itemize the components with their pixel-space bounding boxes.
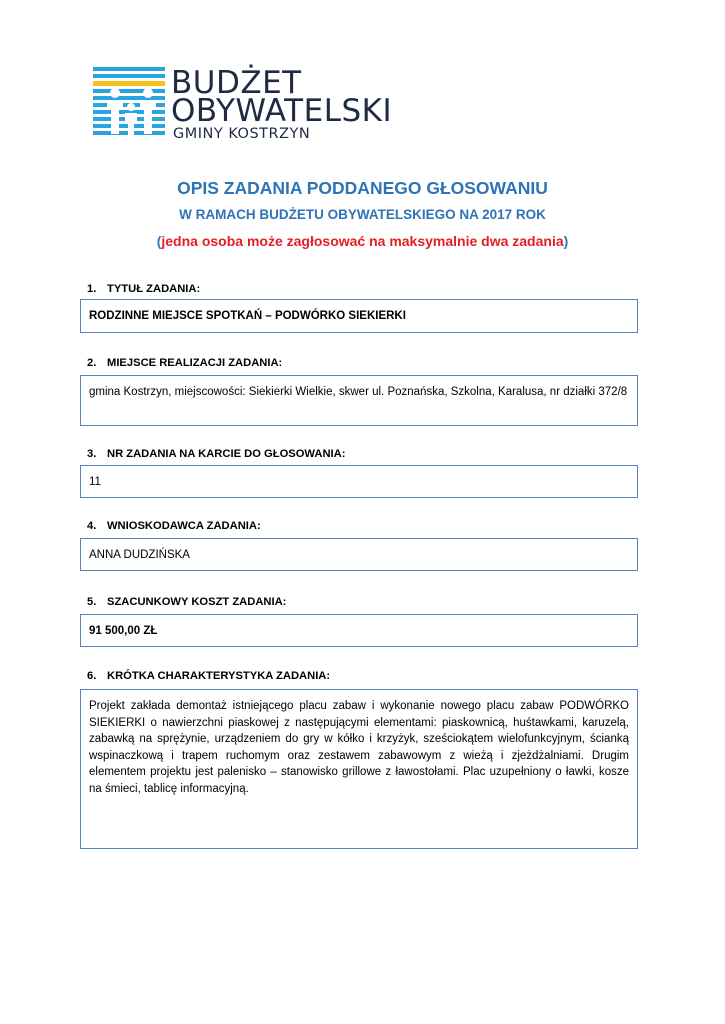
section-number: 1. (87, 283, 97, 295)
budzet-obywatelski-logo (93, 65, 393, 148)
document-subtitle: W RAMACH BUDŻETU OBYWATELSKIEGO NA 2017 ROK (179, 207, 546, 222)
section-6-box (80, 689, 638, 849)
logo-line-obywatelski: OBYWATELSKI (171, 93, 393, 129)
section-5-label (87, 596, 286, 608)
description-value: Projekt zakłada demontaż istniejącego placu zabaw i wykonanie nowego placu zabaw PODWÓRKO SIEKIERKI o nawierzchni piaskowej z następującymi elementami: piaskownicą, huśtawkami, karuzelą, zabawką na sprężynie, urządzeniem do gry w kółko i krzyżyk, sześciokątem wielofunkcyjnym, ścianką wspinaczkową i trapem ruchomym oraz zestawem zabawowym z wieżą i zjeżdżalniami. Drugim elementem projektu jest palenisko – stanowisko grillowe z ławostołami. Plac uzupełniony o ławki, kosze na śmieci, tablicę informacyjną. (89, 700, 629, 795)
section-title: NR ZADANIA NA KARCIE DO GŁOSOWANIA: (107, 448, 346, 460)
note-text: jedna osoba może zagłosować na maksymalnie dwa zadania (161, 233, 564, 249)
section-3-box (80, 465, 638, 498)
section-number: 4. (87, 520, 97, 532)
section-title: SZACUNKOWY KOSZT ZADANIA: (107, 596, 287, 608)
section-2-box (80, 375, 638, 426)
section-title: MIEJSCE REALIZACJI ZADANIA: (107, 357, 283, 369)
logo-mark-icon (93, 66, 165, 138)
note-paren-open: ( (156, 233, 162, 249)
section-1-label (87, 283, 200, 295)
section-5-box (80, 614, 638, 647)
logo-line-gmina: GMINY KOSTRZYN (173, 126, 311, 142)
task-title-value: RODZINNE MIEJSCE SPOTKAŃ – PODWÓRKO SIEKIERKI (89, 310, 406, 322)
section-title: KRÓTKA CHARAKTERYSTYKA ZADANIA: (107, 670, 331, 682)
applicant-value: ANNA DUDZIŃSKA (89, 549, 190, 561)
section-number: 3. (87, 448, 97, 460)
section-number: 5. (87, 596, 97, 608)
section-1-box (80, 299, 638, 333)
estimated-cost-value: 91 500,00 ZŁ (89, 625, 158, 637)
section-4-box (80, 538, 638, 571)
section-4-label (87, 520, 261, 532)
location-value: gmina Kostrzyn, miejscowości: Siekierki Wielkie, skwer ul. Poznańska, Szkolna, Karalusa, nr działki 372/8 (89, 386, 628, 398)
voting-note (0, 233, 725, 249)
section-3-label (87, 448, 345, 460)
note-paren-close: ) (563, 233, 569, 249)
section-title: WNIOSKODAWCA ZADANIA: (107, 520, 261, 532)
section-title: TYTUŁ ZADANIA: (107, 283, 201, 295)
ballot-number-value: 11 (89, 476, 101, 488)
section-2-label (87, 357, 282, 369)
section-number: 2. (87, 357, 97, 369)
document-title: OPIS ZADANIA PODDANEGO GŁOSOWANIU (177, 178, 548, 198)
section-number: 6. (87, 670, 97, 682)
section-6-label (87, 670, 330, 682)
logo-line-budzet: BUDŻET (171, 65, 302, 101)
